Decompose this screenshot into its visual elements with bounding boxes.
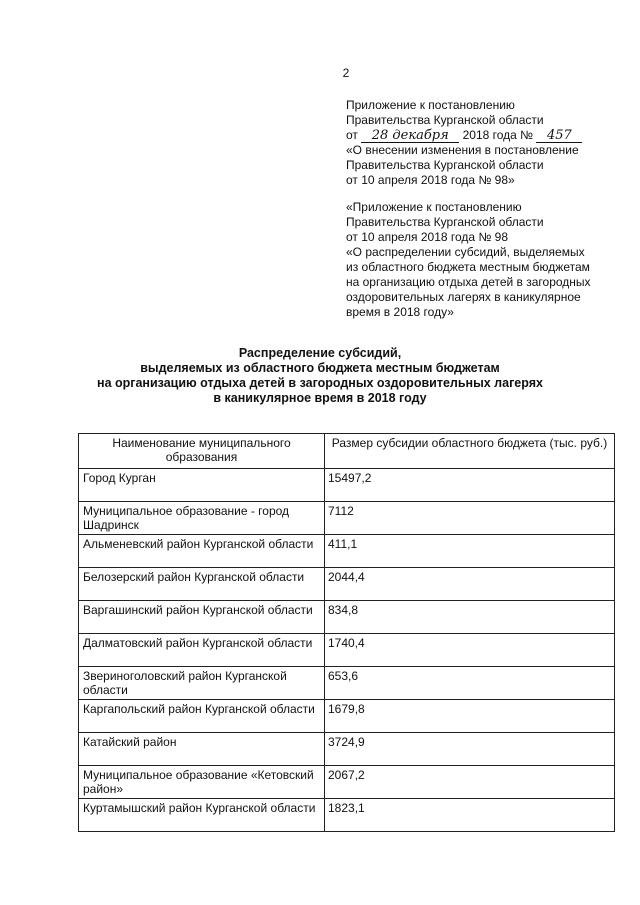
municipality-name: Белозерский район Курганской области: [79, 568, 325, 601]
date-suffix: 2018 года №: [462, 128, 534, 142]
subsidy-value: 2067,2: [325, 766, 615, 799]
municipality-name: Варгашинский район Курганской области: [79, 601, 325, 634]
table-row: [79, 469, 615, 502]
table-row: [79, 733, 615, 766]
subsidy-value: 1740,4: [325, 634, 615, 667]
title-line: на организацию отдыха детей в загородных оздоровительных лагерях: [97, 376, 543, 390]
date-prefix: от: [346, 128, 358, 142]
table-row: [79, 766, 615, 799]
appendix-line: «О распределении субсидий, выделяемых: [346, 245, 585, 259]
appendix-line: Правительства Курганской области: [346, 215, 544, 229]
municipality-name: Муниципальное образование «Кетовский район»: [79, 766, 325, 799]
table-row: [79, 535, 615, 568]
header-municipality: Наименование муниципального образования: [79, 434, 325, 469]
appendix-line: на организацию отдыха детей в загородных: [346, 275, 591, 289]
table-header-row: [79, 434, 615, 469]
subsidy-value: 411,1: [325, 535, 615, 568]
subsidy-table: [78, 433, 615, 832]
appendix-date-line: [346, 128, 582, 143]
municipality-name: Муниципальное образование - город Шадринск: [79, 502, 325, 535]
handwritten-date: 28 декабря: [361, 129, 459, 143]
municipality-name: Город Курган: [79, 469, 325, 502]
table-row: [79, 667, 615, 700]
municipality-name: Каргапольский район Курганской области: [79, 700, 325, 733]
subsidy-value: 834,8: [325, 601, 615, 634]
municipality-name: Альменевский район Курганской области: [79, 535, 325, 568]
municipality-name: Далматовский район Курганской области: [79, 634, 325, 667]
subsidy-value: 2044,4: [325, 568, 615, 601]
appendix-line: из областного бюджета местным бюджетам: [346, 260, 590, 274]
municipality-name: Куртамышский район Курганской области: [79, 799, 325, 832]
subsidy-value: 1823,1: [325, 799, 615, 832]
municipality-name: Катайский район: [79, 733, 325, 766]
subsidy-value: 653,6: [325, 667, 615, 700]
appendix-line: Правительства Курганской области: [346, 113, 544, 127]
appendix-line: Приложение к постановлению: [346, 98, 515, 112]
table-row: [79, 601, 615, 634]
table-row: [79, 634, 615, 667]
subsidy-value: 3724,9: [325, 733, 615, 766]
page-number: 2: [342, 66, 350, 80]
subsidy-value: 1679,8: [325, 700, 615, 733]
appendix-line: от 10 апреля 2018 года № 98: [346, 230, 508, 244]
handwritten-number: 457: [536, 129, 582, 143]
appendix-line: Правительства Курганской области: [346, 158, 544, 172]
title-line: выделяемых из областного бюджета местным бюджетам: [140, 361, 500, 375]
subsidy-value: 7112: [325, 502, 615, 535]
appendix-line: «Приложение к постановлению: [346, 200, 522, 214]
municipality-name: Звериноголовский район Курганской области: [79, 667, 325, 700]
table-row: [79, 799, 615, 832]
table-row: [79, 568, 615, 601]
title-line: в каникулярное время в 2018 году: [213, 391, 427, 405]
appendix-header-original: [346, 200, 591, 320]
subsidy-value: 15497,2: [325, 469, 615, 502]
appendix-line: от 10 апреля 2018 года № 98»: [346, 173, 515, 187]
appendix-header-amendment: [346, 98, 582, 188]
appendix-line: время в 2018 году»: [346, 305, 454, 319]
appendix-line: оздоровительных лагерях в каникулярное: [346, 290, 581, 304]
table-row: [79, 700, 615, 733]
header-subsidy-amount: Размер субсидии областного бюджета (тыс. руб.): [325, 434, 615, 469]
document-title: [0, 346, 640, 406]
appendix-line: «О внесении изменения в постановление: [346, 143, 579, 157]
table-row: [79, 502, 615, 535]
title-line: Распределение субсидий,: [238, 346, 402, 360]
